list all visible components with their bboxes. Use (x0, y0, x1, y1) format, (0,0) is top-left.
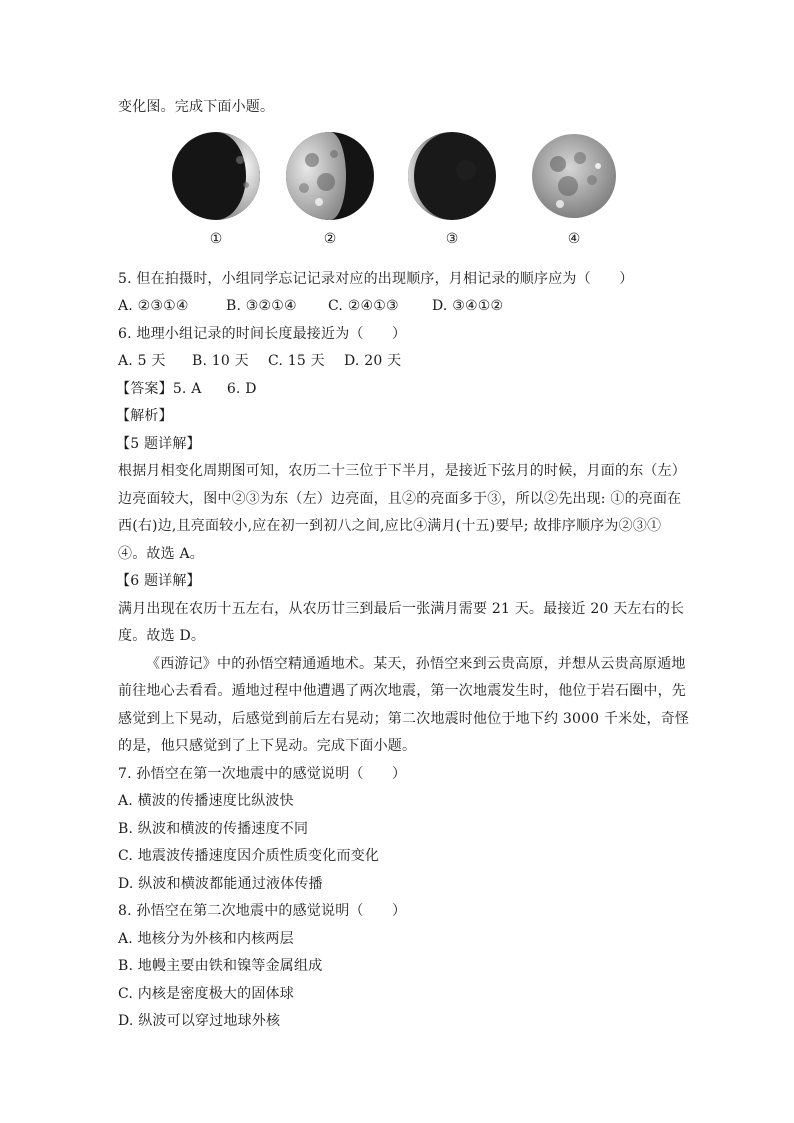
passage2-line-1: 《西游记》中的孙悟空精通遁地术。某天，孙悟空来到云贵高原，并想从云贵高原遁地 (146, 655, 686, 672)
q5-options (118, 293, 678, 321)
moon-3-label: ③ (445, 230, 459, 247)
q8-option-b[interactable]: B. 地幔主要由铁和镍等金属组成 (118, 958, 323, 974)
q7-option-d[interactable]: D. 纵波和横波都能通过液体传播 (118, 875, 323, 892)
q7-stem: 7. 孙悟空在第一次地震中的感觉说明（ ） (118, 765, 407, 782)
q7-option-c[interactable]: C. 地震波传播速度因介质性质变化而变化 (118, 848, 380, 864)
q6-option-d[interactable]: D. 20 天 (344, 353, 402, 369)
answer-5: 5. A (172, 380, 202, 397)
passage2-line-2: 前往地心去看看。遁地过程中他遭遇了两次地震，第一次地震发生时，他位于岩石圈中，先 (118, 683, 686, 699)
moon-phase-figure (118, 130, 678, 258)
analysis-label: 【解析】 (116, 408, 173, 424)
document-page (116, 94, 690, 1036)
q8-option-d[interactable]: D. 纵波可以穿过地球外核 (118, 1013, 281, 1029)
q5-detail-line-2: 边亮面较大，图中②③为东（左）边亮面，且②的亮面多于③，所以②先出现: ①的亮面在 (118, 490, 682, 507)
moon-1 (170, 130, 262, 248)
q6-option-c[interactable]: C. 15 天 (268, 353, 325, 369)
q5-detail-line-1: 根据月相变化周期图可知，农历二十三位于下半月，是接近下弦月的时候，月面的东（左） (118, 463, 686, 479)
answer-line (116, 376, 678, 404)
answer-label: 【答案】 (116, 380, 173, 397)
moon-2-label: ② (323, 230, 337, 247)
passage2-line-3: 感觉到上下晃动，后感觉到前后左右晃动；第二次地震时他位于地下约 3000 千米处，奇怪 (118, 710, 690, 727)
q6-detail-line-1: 满月出现在农历十五左右，从农历廿三到最后一张满月需要 21 天。最接近 20 天左右的长 (118, 600, 685, 617)
moon-2 (284, 130, 376, 248)
moon-3 (406, 130, 498, 248)
q6-option-a[interactable]: A. 5 天 (118, 353, 166, 369)
q5-option-c[interactable]: C. ②④①③ (328, 298, 399, 314)
q5-stem: 5. 但在拍摄时，小组同学忘记记录对应的出现顺序，月相记录的顺序应为（ ） (118, 270, 634, 287)
q6-option-b[interactable]: B. 10 天 (192, 353, 249, 369)
q8-option-a[interactable]: A. 地核分为外核和内核两层 (118, 930, 294, 947)
q7-option-a[interactable]: A. 横波的传播速度比纵波快 (118, 793, 294, 809)
intro-tail: 变化图。完成下面小题。 (118, 99, 275, 115)
moon-4-label: ④ (567, 230, 581, 247)
moon-2-image (284, 130, 376, 222)
moon-1-image (170, 130, 262, 222)
passage2-line-4: 的是，他只感觉到了上下晃动。完成下面小题。 (118, 738, 417, 754)
moon-3-image (406, 130, 498, 222)
q5-option-a[interactable]: A. ②③①④ (118, 298, 189, 314)
q5-detail-label: 【5 题详解】 (116, 435, 201, 452)
q6-detail-label: 【6 题详解】 (116, 573, 201, 589)
q8-stem: 8. 孙悟空在第二次地震中的感觉说明（ ） (118, 903, 407, 919)
q7-option-b[interactable]: B. 纵波和横波的传播速度不同 (118, 820, 309, 837)
moon-1-label: ① (209, 230, 223, 247)
q8-option-c[interactable]: C. 内核是密度极大的固体球 (118, 985, 294, 1002)
moon-4 (528, 130, 620, 248)
answer-6: 6. D (226, 380, 257, 397)
q5-detail-line-4: ④。故选 A。 (118, 545, 204, 562)
q6-stem: 6. 地理小组记录的时间长度最接近为（ ） (118, 325, 407, 342)
q6-options (118, 348, 678, 376)
moon-4-image (528, 130, 620, 222)
q5-detail-line-3: 西(右)边,且亮面较小,应在初一到初八之间,应比④满月(十五)要早; 故排序顺序为②③① (118, 518, 662, 534)
q5-option-b[interactable]: B. ③②①④ (226, 298, 297, 314)
q5-option-d[interactable]: D. ③④①② (432, 298, 504, 314)
q6-detail-line-2: 度。故选 D。 (118, 628, 206, 644)
